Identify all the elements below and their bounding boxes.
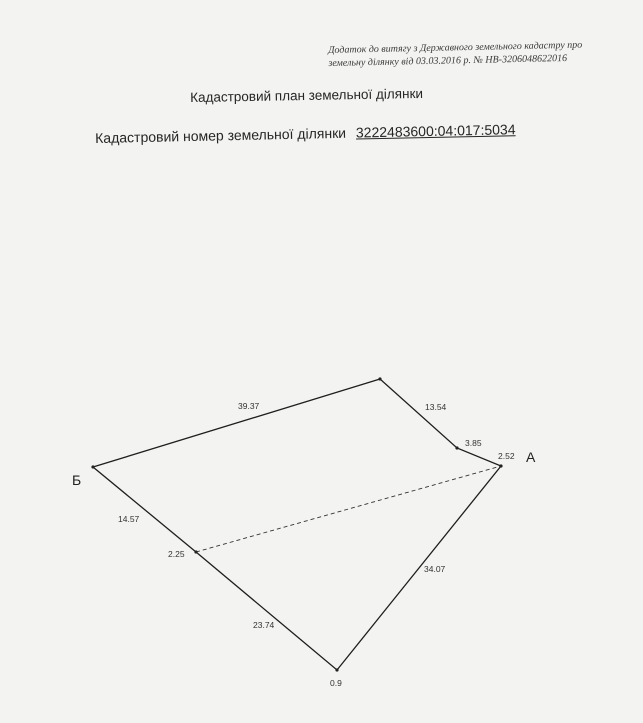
segment-length-label: 13.54: [425, 402, 447, 412]
annex-note-line-2: земельну ділянку від 03.03.2016 р. № НВ-3206048622016: [328, 52, 568, 69]
segment-length-label: 2.52: [498, 451, 515, 461]
segment-length-label: 14.57: [118, 514, 140, 524]
vertex-marker: [378, 377, 381, 380]
annex-note-line-1: Додаток до витягу з Державного земельного кадастру про: [328, 39, 583, 56]
segment-length-label: 23.74: [253, 620, 275, 630]
vertex-marker: [335, 668, 338, 671]
point-label-b: Б: [72, 472, 82, 488]
vertex-marker: [194, 550, 197, 553]
vertex-marker: [455, 446, 458, 449]
internal-dashed-line: [196, 466, 501, 552]
segment-length-label: 3.85: [465, 438, 482, 448]
segment-length-label: 34.07: [424, 564, 446, 574]
land-plot-boundary: [93, 379, 501, 670]
segment-length-label: 39.37: [238, 401, 260, 411]
cadastral-number: 3222483600:04:017:5034: [355, 121, 516, 141]
vertex-marker: [499, 464, 502, 467]
cadastral-number-label: Кадастровий номер земельної ділянки: [95, 124, 347, 146]
segment-length-label: 2.25: [168, 549, 185, 559]
point-label-a: А: [526, 449, 536, 465]
segment-length-label: 0.9: [330, 678, 342, 688]
plan-title: Кадастровий план земельної ділянки: [190, 85, 424, 105]
vertex-marker: [91, 465, 94, 468]
